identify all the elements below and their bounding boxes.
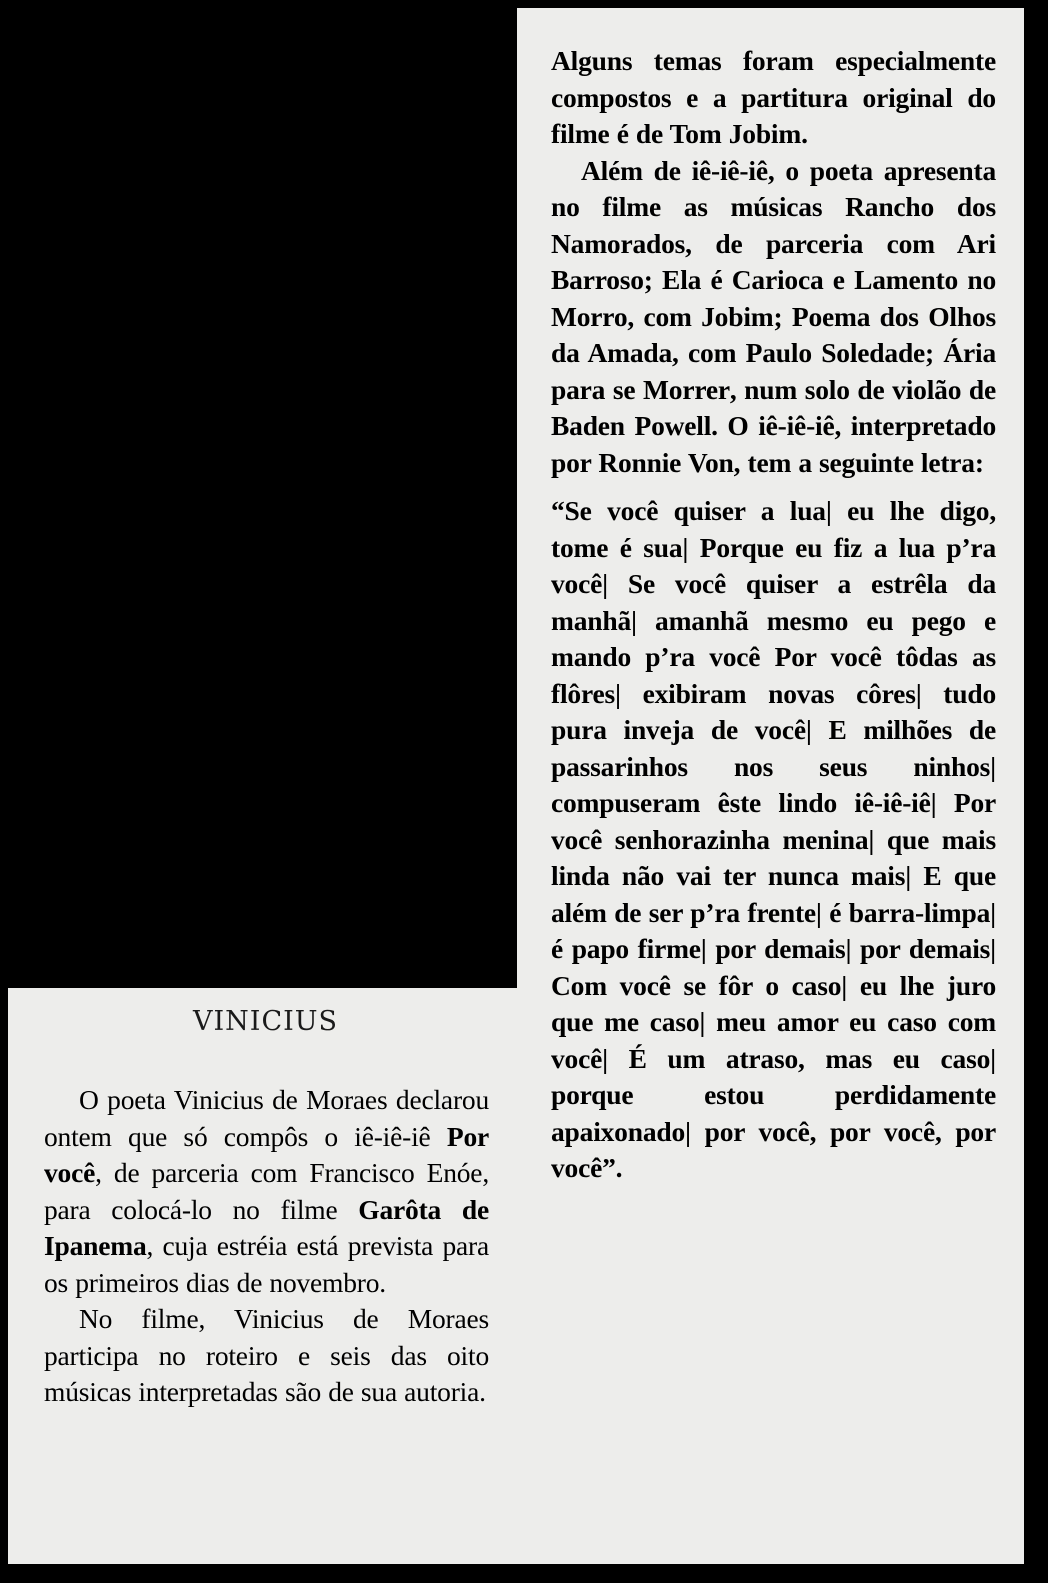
left-column-text — [44, 1082, 489, 1411]
paragraph-soundtrack: Alguns temas foram especialmente compostos e a partitura original do filme é de Tom Jobim. — [551, 45, 996, 149]
text-run: , cuja estréia está prevista para os primeiros dias de novembro. — [44, 1230, 489, 1298]
text-run: , com Paulo Soledade; — [672, 337, 944, 368]
right-column-text — [551, 43, 996, 1187]
song-title: Rancho dos Namorados — [551, 191, 996, 259]
film-title: Garôta de Ipanema — [44, 1193, 489, 1261]
text-run: O poeta Vinicius de Moraes declarou ontem que só compôs o iê-iê-iê — [44, 1084, 489, 1152]
song-title: Ária para se Morrer — [551, 337, 996, 405]
text-run: , de parceria com Francisco Enóe, para colocá-lo no filme — [44, 1157, 489, 1225]
song-title: Lamento no Morro — [551, 264, 996, 332]
song-title: Ela é Carioca — [662, 264, 824, 295]
paragraph-participation: No filme, Vinicius de Moraes participa no roteiro e seis das oito músicas interpretadas são de sua autoria. — [44, 1303, 489, 1407]
paragraph-songs — [551, 153, 996, 482]
text-run: , com Jobim; — [627, 300, 792, 332]
song-title: Poema dos Olhos da Amada — [551, 300, 996, 368]
article-headline: VINICIUS — [192, 1006, 339, 1037]
text-run: , num solo de violão de Baden Powell. O iê-iê-iê, interpretado por Ronnie Von, tem a seguinte letra: — [551, 373, 996, 478]
lyrics-paragraph: “Se você quiser a lua| eu lhe digo, tome é sua| Porque eu fiz a lua p’ra você| Se você quiser a estrêla da manhã| amanhã mesmo eu pego e mando p’ra você Por você tôdas as flôres| exibiram novas côres| tudo pura inveja de você| E milhões de passarinhos nos seus ninhos| compuseram êste lindo iê-iê-iê| Por você senhorazinha menina| que mais linda não vai ter nunca mais| E que além de ser p’ra frente| é barra-limpa| é papo firme| por demais| por demais| Com você se fôr o caso| eu lhe juro que me caso| meu amor eu caso com você| É um atraso, mas eu caso| porque estou perdidamente apaixonado| por você, por você, por você”. — [551, 495, 996, 1183]
text-run: Além de iê-iê-iê, o poeta apresenta no filme as músicas — [551, 154, 996, 222]
text-run: e — [823, 264, 855, 295]
text-run: , de parceria com Ari Barroso; — [551, 227, 996, 295]
paragraph-declaration — [44, 1082, 489, 1301]
song-title: Por você — [44, 1120, 489, 1188]
